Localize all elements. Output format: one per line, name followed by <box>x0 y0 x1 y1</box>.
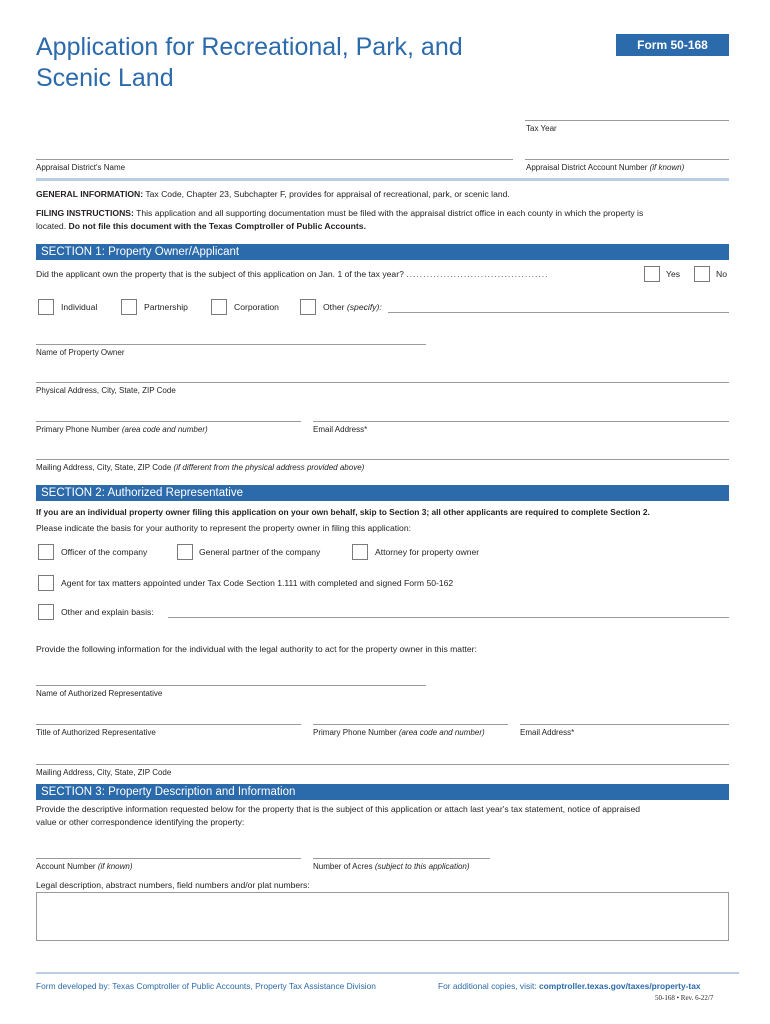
number-of-acres-field[interactable] <box>313 858 490 859</box>
officer-label: Officer of the company <box>61 547 148 557</box>
form-title <box>36 32 496 94</box>
section2-skip-note: If you are an individual property owner filing this application on your own behalf, skip to Section 3; all other applicants are required to complete Section 2. <box>36 507 650 517</box>
agent-label: Agent for tax matters appointed under Tax Code Section 1.111 with completed and signed Form 50-162 <box>61 578 454 588</box>
general-partner-label: General partner of the company <box>199 547 321 557</box>
general-information: GENERAL INFORMATION: Tax Code, Chapter 23, Subchapter F, provides for appraisal of recreational, park, or scenic land. <box>36 189 510 199</box>
number-of-acres-label: Number of Acres (subject to this application) <box>313 862 470 871</box>
form-number-badge: Form 50-168 <box>616 34 729 56</box>
filing-instructions: FILING INSTRUCTIONS: This application and all supporting documentation must be filed with the appraisal district office in each county in which the property is located. Do not file this document with the Texas Comptroller of Public Accounts. <box>36 208 644 231</box>
physical-address-label: Physical Address, City, State, ZIP Code <box>36 386 176 395</box>
yes-label: Yes <box>666 269 681 279</box>
representative-title-label: Title of Authorized Representative <box>36 728 156 737</box>
representative-name-label: Name of Authorized Representative <box>36 689 163 698</box>
owner-name-label: Name of Property Owner <box>36 348 125 357</box>
authority-basis-prompt: Please indicate the basis for your authority to represent the property owner in filing this application: <box>36 523 411 533</box>
representative-info-prompt: Provide the following information for the individual with the legal authority to act for the property owner in this matter: <box>36 644 477 654</box>
representative-mailing-address-label: Mailing Address, City, State, ZIP Code <box>36 768 172 777</box>
representative-name-field[interactable] <box>36 685 426 686</box>
ownership-question: Did the applicant own the property that is the subject of this application on Jan. 1 of the tax year? .......................................... <box>36 269 549 279</box>
partnership-label: Partnership <box>144 302 188 312</box>
footer-copies: For additional copies, visit: comptroller.texas.gov/taxes/property-tax <box>438 981 701 991</box>
corporation-checkbox[interactable] <box>211 299 227 315</box>
representative-phone-field[interactable] <box>313 724 508 725</box>
divider <box>36 178 729 181</box>
representative-mailing-address-field[interactable] <box>36 764 729 765</box>
footer-developed-by: Form developed by: Texas Comptroller of Public Accounts, Property Tax Assistance Division <box>36 981 376 991</box>
appraisal-district-name-field[interactable] <box>36 159 513 160</box>
tax-year-field[interactable] <box>525 120 729 121</box>
general-partner-checkbox[interactable] <box>177 544 193 560</box>
no-checkbox[interactable] <box>694 266 710 282</box>
yes-checkbox[interactable] <box>644 266 660 282</box>
property-account-number-field[interactable] <box>36 858 301 859</box>
other-checkbox[interactable] <box>300 299 316 315</box>
other-basis-checkbox[interactable] <box>38 604 54 620</box>
physical-address-field[interactable] <box>36 382 729 383</box>
owner-mailing-address-label: Mailing Address, City, State, ZIP Code (if different from the physical address provided above) <box>36 463 365 472</box>
legal-description-textarea[interactable] <box>36 892 729 941</box>
legal-description-label: Legal description, abstract numbers, field numbers and/or plat numbers: <box>36 880 310 890</box>
individual-checkbox[interactable] <box>38 299 54 315</box>
property-description-prompt: Provide the descriptive information requested below for the property that is the subject of this application or attach last year's tax statement, notice of appraised value or other correspondence identifying the property: <box>36 804 641 827</box>
officer-checkbox[interactable] <box>38 544 54 560</box>
owner-email-label: Email Address* <box>313 425 368 434</box>
footer-copies-link[interactable]: comptroller.texas.gov/taxes/property-tax <box>539 981 701 991</box>
representative-phone-label: Primary Phone Number (area code and number) <box>313 728 485 737</box>
section2-header: SECTION 2: Authorized Representative <box>36 485 729 501</box>
agent-checkbox[interactable] <box>38 575 54 591</box>
property-account-number-label: Account Number (if known) <box>36 862 133 871</box>
account-number-field[interactable] <box>525 159 729 160</box>
other-basis-label: Other and explain basis: <box>61 607 154 617</box>
other-specify-field[interactable] <box>388 312 729 313</box>
other-label: Other (specify): <box>323 302 382 312</box>
attorney-label: Attorney for property owner <box>375 547 480 557</box>
owner-phone-label: Primary Phone Number (area code and number) <box>36 425 208 434</box>
section3-header: SECTION 3: Property Description and Information <box>36 784 729 800</box>
representative-email-field[interactable] <box>520 724 729 725</box>
owner-email-field[interactable] <box>313 421 729 422</box>
attorney-checkbox[interactable] <box>352 544 368 560</box>
representative-email-label: Email Address* <box>520 728 575 737</box>
partnership-checkbox[interactable] <box>121 299 137 315</box>
appraisal-district-name-label: Appraisal District's Name <box>36 163 126 172</box>
other-basis-field[interactable] <box>168 617 729 618</box>
owner-mailing-address-field[interactable] <box>36 459 729 460</box>
revision-number: 50-168 • Rev. 6-22/7 <box>655 994 714 1002</box>
representative-title-field[interactable] <box>36 724 301 725</box>
corporation-label: Corporation <box>234 302 279 312</box>
section1-header: SECTION 1: Property Owner/Applicant <box>36 244 729 260</box>
form-title-line2: Scenic Land <box>36 64 174 92</box>
form-title-line1: Application for Recreational, Park, and <box>36 33 463 61</box>
footer-divider <box>36 972 739 974</box>
account-number-label: Appraisal District Account Number (if known) <box>526 163 685 172</box>
owner-phone-field[interactable] <box>36 421 301 422</box>
owner-name-field[interactable] <box>36 344 426 345</box>
tax-year-label: Tax Year <box>526 124 557 133</box>
no-label: No <box>716 269 727 279</box>
individual-label: Individual <box>61 302 98 312</box>
